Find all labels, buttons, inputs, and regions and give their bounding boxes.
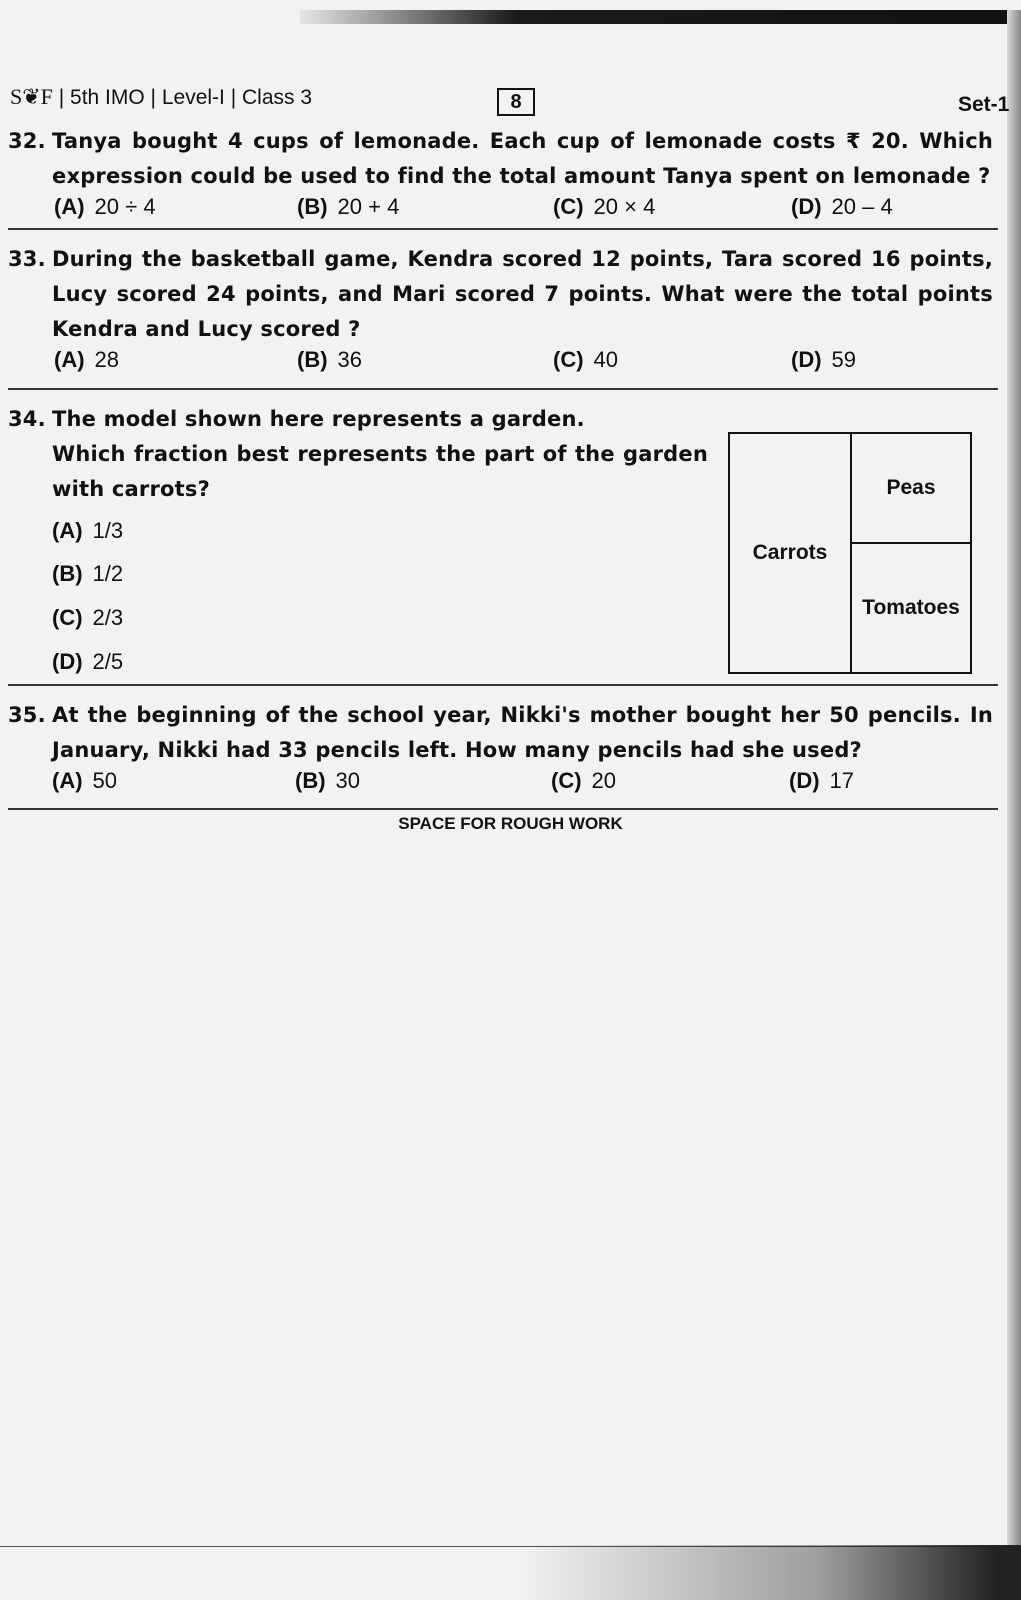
garden-section-tomatoes: Tomatoes bbox=[862, 596, 960, 619]
option-b[interactable]: (B) 20 + 4 bbox=[297, 194, 400, 219]
question-text: During the basketball game, Kendra scored 12 points, Tara scored 16 points, Lucy scored 24 points, and Mari scored 7 points. What were the total points Kendra and Lucy scored ? bbox=[52, 247, 993, 341]
option-c[interactable]: (C) 40 bbox=[553, 347, 619, 372]
question-text-line1: The model shown here represents a garden. bbox=[52, 407, 585, 431]
option-d[interactable]: (D) 2/5 bbox=[52, 649, 124, 674]
question-text: Tanya bought 4 cups of lemonade. Each cup of lemonade costs ₹ 20. Which expression could be used to find the total amount Tanya spent on lemonade ? bbox=[52, 129, 993, 188]
question-33 bbox=[8, 242, 993, 377]
divider bbox=[8, 684, 998, 686]
garden-model-diagram bbox=[728, 432, 972, 674]
option-b[interactable]: (B) 30 bbox=[295, 768, 361, 793]
options-row bbox=[8, 347, 993, 377]
scan-right-edge bbox=[1007, 10, 1021, 1600]
options-row bbox=[8, 194, 993, 224]
garden-section-peas: Peas bbox=[852, 434, 970, 544]
sof-logo: S❦F bbox=[10, 84, 53, 109]
divider bbox=[8, 388, 998, 390]
option-a[interactable]: (A) 20 ÷ 4 bbox=[54, 194, 156, 219]
scan-top-edge bbox=[300, 10, 1021, 24]
question-34 bbox=[8, 402, 708, 507]
exam-info: | 5th IMO | Level-I | Class 3 bbox=[52, 86, 313, 109]
option-c[interactable]: (C) 2/3 bbox=[52, 605, 124, 630]
question-number: 32. bbox=[8, 129, 46, 153]
question-number: 33. bbox=[8, 247, 46, 271]
option-a[interactable]: (A) 50 bbox=[52, 768, 118, 793]
option-b[interactable]: (B) 1/2 bbox=[52, 561, 124, 586]
garden-section-carrots: Carrots bbox=[730, 434, 852, 672]
divider bbox=[8, 808, 998, 810]
option-a[interactable]: (A) 1/3 bbox=[52, 518, 124, 543]
options-row bbox=[8, 768, 993, 798]
divider bbox=[8, 228, 998, 230]
option-c[interactable]: (C) 20 bbox=[551, 768, 617, 793]
option-a[interactable]: (A) 28 bbox=[54, 347, 120, 372]
rough-work-label: SPACE FOR ROUGH WORK bbox=[398, 814, 623, 833]
question-number: 34. bbox=[8, 407, 46, 431]
option-b[interactable]: (B) 36 bbox=[297, 347, 363, 372]
question-text: At the beginning of the school year, Nikki's mother bought her 50 pencils. In January, Nikki had 33 pencils left. How many pencils had she used? bbox=[52, 703, 993, 762]
question-text-line2: Which fraction best represents the part of the garden with carrots? bbox=[52, 442, 708, 501]
question-35 bbox=[8, 698, 993, 798]
option-d[interactable]: (D) 20 – 4 bbox=[791, 194, 893, 219]
question-number: 35. bbox=[8, 703, 46, 727]
option-c[interactable]: (C) 20 × 4 bbox=[553, 194, 656, 219]
scan-bottom-shadow bbox=[520, 1545, 1021, 1600]
option-d[interactable]: (D) 59 bbox=[791, 347, 857, 372]
page-number: 8 bbox=[497, 88, 535, 116]
option-d[interactable]: (D) 17 bbox=[789, 768, 855, 793]
set-label: Set-1 bbox=[958, 93, 1010, 116]
page-header bbox=[10, 84, 312, 110]
question-32 bbox=[8, 124, 993, 224]
